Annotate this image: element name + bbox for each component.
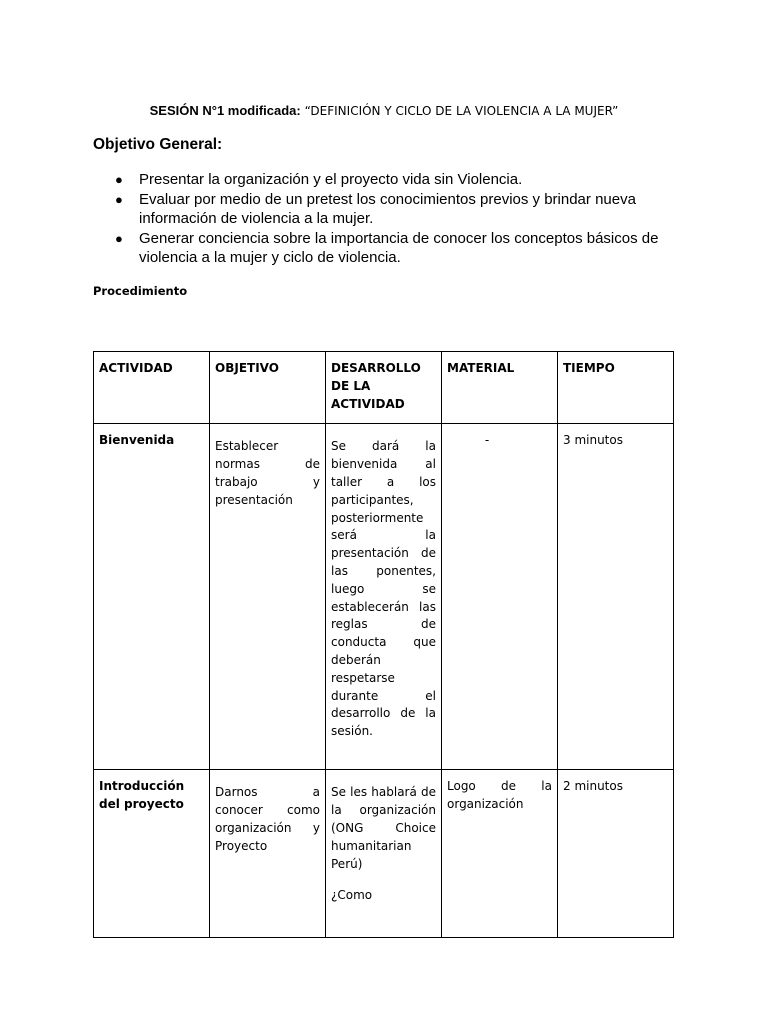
- cell-objetivo: [210, 770, 326, 938]
- objective-text: Generar conciencia sobre la importancia de conocer los conceptos básicos de violencia a la mujer y ciclo de violencia.: [139, 229, 659, 266]
- cell-desarrollo-continued: ¿Como: [331, 888, 373, 903]
- header-desarrollo: DESARROLLO DE LA ACTIVIDAD: [326, 352, 442, 424]
- objective-item: [93, 229, 673, 268]
- procedure-heading: Procedimiento: [93, 284, 188, 298]
- session-title-topic: “DEFINICIÓN Y CICLO DE LA VIOLENCIA A LA MUJER”: [300, 104, 619, 118]
- cell-objetivo-text: Establecer normas de trabajo y presentación: [215, 439, 320, 507]
- bullet-icon: ●: [115, 191, 123, 207]
- objective-heading: Objetivo General:: [93, 136, 223, 153]
- cell-objetivo-text: Darnos a conocer como organización y Proyecto: [215, 785, 320, 853]
- header-tiempo: TIEMPO: [558, 352, 674, 424]
- objective-text: Evaluar por medio de un pretest los conocimientos previos y brindar nueva información de violencia a la mujer.: [139, 190, 636, 227]
- objective-item: [93, 190, 673, 229]
- session-title-bold: SESIÓN N°1 modificada:: [149, 103, 301, 118]
- cell-actividad: Bienvenida: [94, 424, 210, 770]
- cell-desarrollo: [326, 424, 442, 770]
- bullet-icon: ●: [115, 172, 123, 187]
- cell-desarrollo-text: Se les hablará de la organización (ONG Choice humanitarian Perú): [331, 785, 436, 871]
- cell-objetivo: [210, 424, 326, 770]
- table-header-row: [94, 352, 674, 424]
- table-row: [94, 424, 674, 770]
- cell-tiempo: 2 minutos: [558, 770, 674, 938]
- header-objetivo: OBJETIVO: [210, 352, 326, 424]
- table-row: [94, 770, 674, 938]
- cell-desarrollo-text: Se dará la bienvenida al taller a los participantes, posteriormente será la presentación de las ponentes, luego se establecerán las reglas de conducta que deberán respetarse durante el desarrollo de la sesión.: [331, 439, 436, 739]
- cell-actividad: Introducción del proyecto: [94, 770, 210, 938]
- cell-material: Logo de la organización: [442, 770, 558, 938]
- cell-desarrollo: [326, 770, 442, 938]
- header-actividad: ACTIVIDAD: [94, 352, 210, 424]
- objectives-list: [93, 170, 673, 268]
- cell-material: -: [442, 424, 558, 770]
- session-title: [0, 103, 768, 118]
- header-material: MATERIAL: [442, 352, 558, 424]
- activity-table: [93, 351, 674, 938]
- cell-tiempo: 3 minutos: [558, 424, 674, 770]
- objective-text: Presentar la organización y el proyecto vida sin Violencia.: [139, 171, 523, 188]
- bullet-icon: ●: [115, 230, 123, 246]
- objective-item: [93, 170, 673, 190]
